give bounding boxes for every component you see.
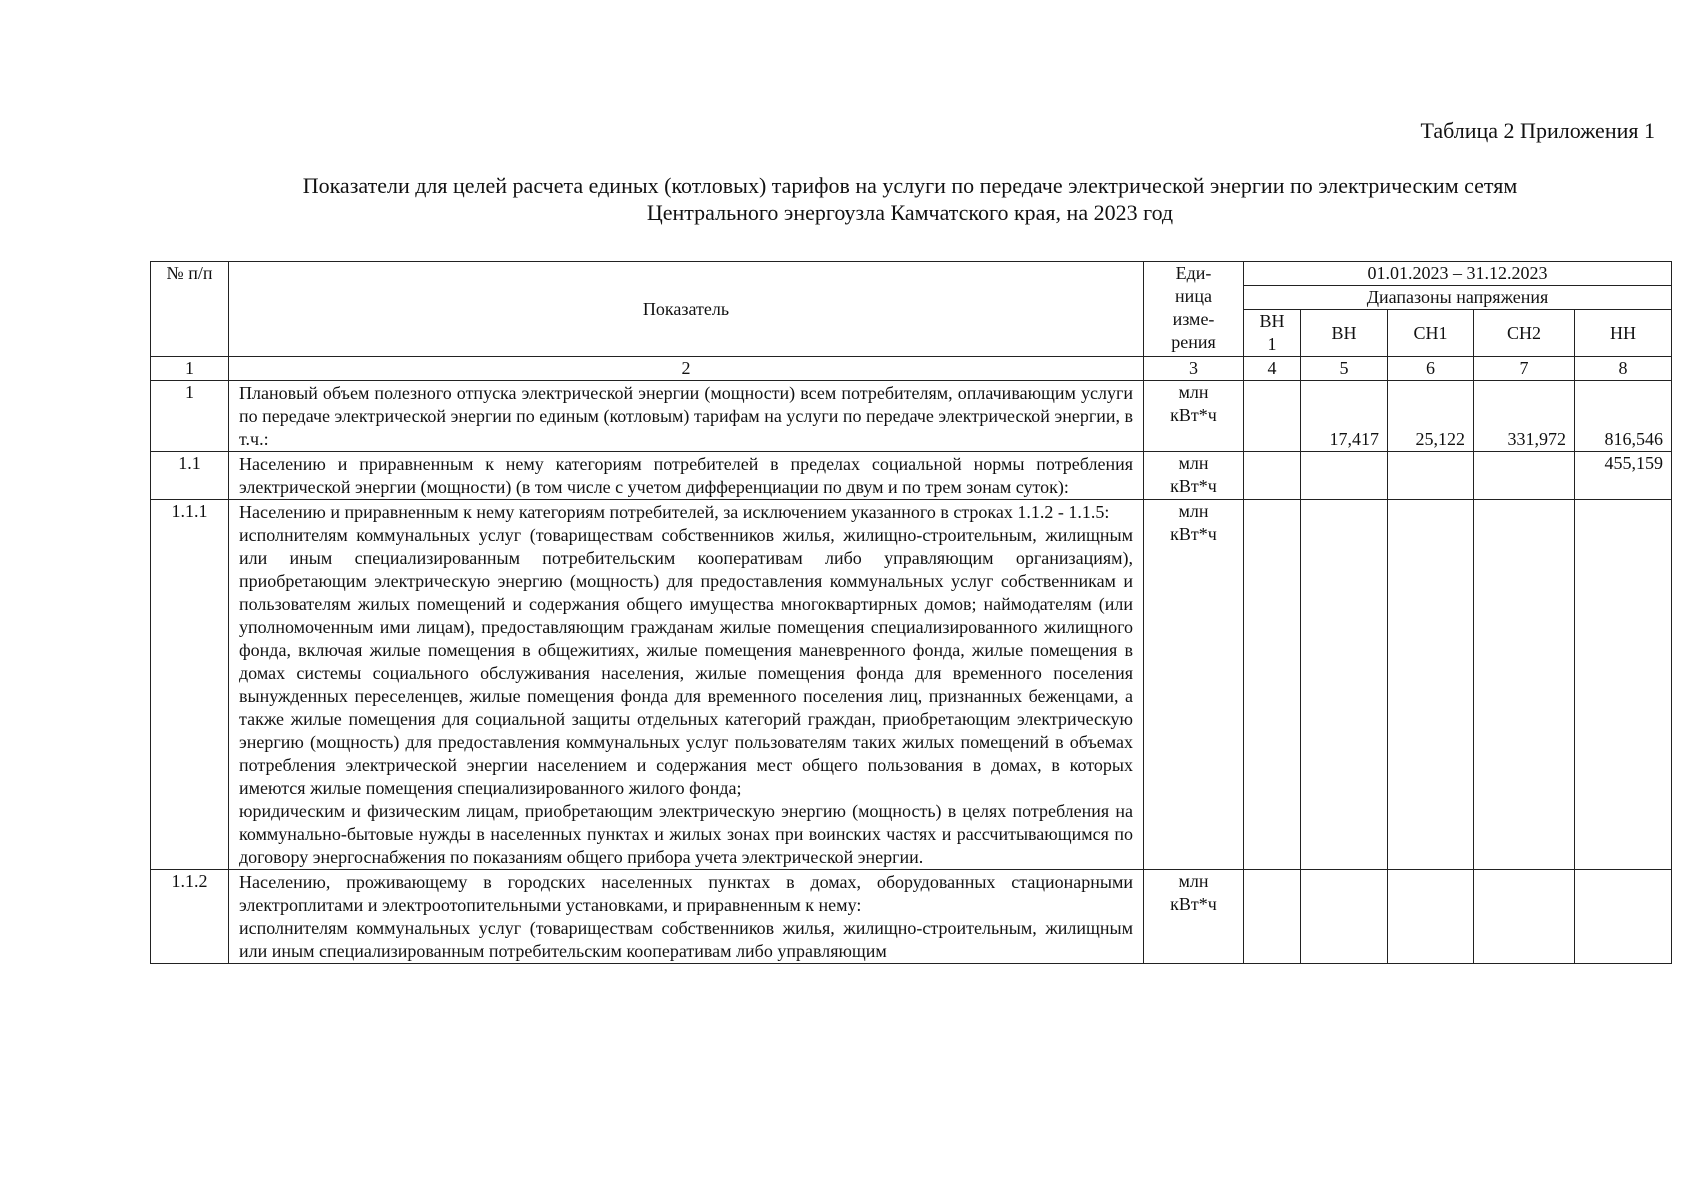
header-vn: ВН <box>1301 310 1388 357</box>
header-period: 01.01.2023 – 31.12.2023 <box>1244 262 1672 286</box>
header-vn1-line-2: 1 <box>1267 334 1277 354</box>
row-value-vn1 <box>1244 870 1301 964</box>
table-row <box>151 381 1672 452</box>
header-indicator: Показатель <box>229 262 1144 357</box>
header-unit <box>1144 262 1244 357</box>
row-unit-line-1: млн <box>1178 382 1209 402</box>
row-unit <box>1144 452 1244 500</box>
document-title <box>150 172 1670 226</box>
row-unit <box>1144 500 1244 870</box>
header-vn1 <box>1244 310 1301 357</box>
table-row <box>151 500 1672 870</box>
row-value-vn <box>1301 870 1388 964</box>
header-unit-line-1: Еди- <box>1175 263 1212 283</box>
row-unit <box>1144 381 1244 452</box>
row-value-nn: 455,159 <box>1575 452 1672 500</box>
row-text-paragraph: исполнителям коммунальных услуг (товариществам собственников жилья, жилищно-строительным, жилищным или иным специализированным потребительским кооперативам либо управляющим организациям), приобретающим электрическую энергию (мощность) для предоставления коммунальных услуг собственникам и пользователям жилых помещений и содержания общего имущества многоквартирных домов; наймодателям (или уполномоченным ими лицам), предоставляющим гражданам жилые помещения специализированного жилищного фонда, включая жилые помещения в общежитиях, жилые помещения маневренного фонда, жилые помещения в домах системы социального обслуживания населения, жилые помещения фонда для временного поселения вынужденных переселенцев, жилые помещения фонда для временного поселения лиц, признанных беженцами, а также жилые помещения для социальной защиты отдельных категорий граждан, приобретающим электрическую энергию (мощность) для предоставления коммунальных услуг пользователям таких жилых помещений в объемах потребления электрической энергии населением и содержания мест общего пользования в домах, в которых имеются жилые помещения специализированного жилого фонда; <box>239 525 1133 798</box>
column-number: 5 <box>1301 357 1388 381</box>
row-value-nn <box>1575 870 1672 964</box>
document-title-line-2: Центрального энергоузла Камчатского края, на 2023 год <box>646 200 1174 225</box>
row-value-vn1 <box>1244 381 1301 452</box>
row-num: 1.1.2 <box>151 870 229 964</box>
row-unit-line-2: кВт*ч <box>1170 894 1217 914</box>
row-num: 1.1 <box>151 452 229 500</box>
column-number: 4 <box>1244 357 1301 381</box>
header-voltage-ranges: Диапазоны напряжения <box>1244 286 1672 310</box>
row-value-sn1 <box>1388 870 1474 964</box>
column-number: 8 <box>1575 357 1672 381</box>
column-number: 7 <box>1474 357 1575 381</box>
table-label: Таблица 2 Приложения 1 <box>1420 118 1655 143</box>
column-number: 2 <box>229 357 1144 381</box>
table-row <box>151 452 1672 500</box>
row-value-sn2 <box>1474 452 1575 500</box>
row-unit-line-1: млн <box>1178 501 1209 521</box>
row-value-nn: 816,546 <box>1575 381 1672 452</box>
table-row <box>151 870 1672 964</box>
row-text <box>229 500 1144 870</box>
row-num: 1.1.1 <box>151 500 229 870</box>
row-num: 1 <box>151 381 229 452</box>
row-text-paragraph: исполнителям коммунальных услуг (товариществам собственников жилья, жилищно-строительным, жилищным или иным специализированным потребительским кооперативам либо управляющим <box>239 918 1133 961</box>
column-number: 3 <box>1144 357 1244 381</box>
row-unit-line-2: кВт*ч <box>1170 476 1217 496</box>
row-value-vn <box>1301 500 1388 870</box>
row-text <box>229 452 1144 500</box>
row-unit <box>1144 870 1244 964</box>
row-text-paragraph: Населению и приравненным к нему категориям потребителей в пределах социальной нормы потребления электрической энергии (мощности) (в том числе с учетом дифференциации по двум и по трем зонам суток): <box>239 454 1133 497</box>
header-sn2: СН2 <box>1474 310 1575 357</box>
row-value-nn <box>1575 500 1672 870</box>
header-unit-line-3: изме- <box>1172 309 1215 329</box>
column-number: 6 <box>1388 357 1474 381</box>
row-unit-line-2: кВт*ч <box>1170 405 1217 425</box>
header-num: № п/п <box>151 262 229 357</box>
row-value-sn2: 331,972 <box>1474 381 1575 452</box>
header-unit-line-2: ница <box>1175 286 1212 306</box>
row-text <box>229 381 1144 452</box>
row-value-vn: 17,417 <box>1301 381 1388 452</box>
row-unit-line-1: млн <box>1178 871 1209 891</box>
row-text-paragraph: Плановый объем полезного отпуска электрической энергии (мощности) всем потребителям, оплачивающим услуги по передаче электрической энергии по единым (котловым) тарифам на услуги по передаче электрической энергии, в т.ч.: <box>239 383 1133 449</box>
row-unit-line-2: кВт*ч <box>1170 524 1217 544</box>
row-value-sn1: 25,122 <box>1388 381 1474 452</box>
row-value-vn1 <box>1244 500 1301 870</box>
header-vn1-line-1: ВН <box>1259 311 1285 331</box>
row-text-paragraph: юридическим и физическим лицам, приобретающим электрическую энергию (мощность) в целях потребления на коммунально-бытовые нужды в населенных пунктах и жилых зонах при воинских частях и рассчитывающимся по договору энергоснабжения по показаниям общего прибора учета электрической энергии. <box>239 801 1133 867</box>
row-value-sn2 <box>1474 870 1575 964</box>
row-value-sn1 <box>1388 500 1474 870</box>
column-number: 1 <box>151 357 229 381</box>
row-text <box>229 870 1144 964</box>
row-unit-line-1: млн <box>1178 453 1209 473</box>
row-text-paragraph: Населению и приравненным к нему категориям потребителей, за исключением указанного в строках 1.1.2 - 1.1.5: <box>239 502 1110 522</box>
row-value-vn1 <box>1244 452 1301 500</box>
header-unit-line-4: рения <box>1171 332 1216 352</box>
row-value-sn1 <box>1388 452 1474 500</box>
header-nn: НН <box>1575 310 1672 357</box>
row-text-paragraph: Населению, проживающему в городских населенных пунктах в домах, оборудованных стационарными электроплитами и электроотопительными установками, и приравненным к нему: <box>239 872 1133 915</box>
row-value-vn <box>1301 452 1388 500</box>
document-title-line-1: Показатели для целей расчета единых (котловых) тарифов на услуги по передаче электрической энергии по электрическим сетям <box>302 173 1518 198</box>
row-value-sn2 <box>1474 500 1575 870</box>
tariff-indicators-table <box>150 261 1672 964</box>
header-sn1: СН1 <box>1388 310 1474 357</box>
